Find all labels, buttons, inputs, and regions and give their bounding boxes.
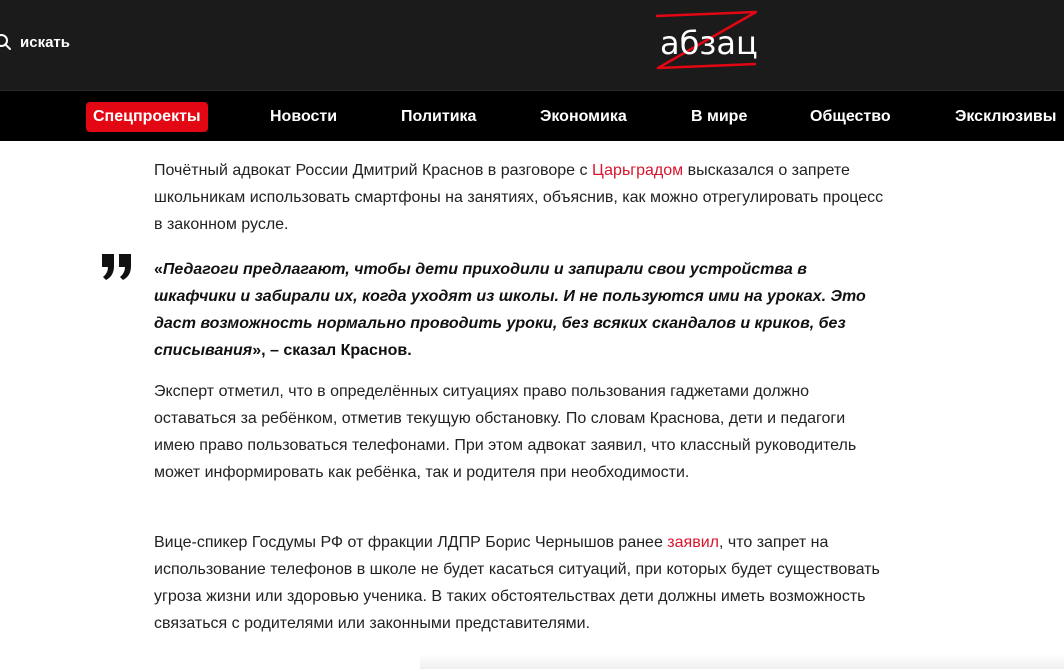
search-label: искать: [20, 33, 70, 51]
nav-item-society[interactable]: Общество: [810, 108, 891, 125]
paragraph-3-text: Вице-спикер Госдумы РФ от фракции ЛДПР Борис Чернышов ранее: [154, 534, 668, 551]
nav-item-news[interactable]: Новости: [270, 108, 338, 125]
site-logo[interactable]: [652, 10, 762, 72]
paragraph-1-text: Почётный адвокат России Дмитрий Краснов в разговоре с: [154, 162, 592, 179]
article-body: [154, 157, 884, 254]
tsargrad-link[interactable]: Царьградом: [591, 162, 684, 179]
paragraph-1-text-end: высказался о запрете школьникам использовать смартфоны на занятиях, объяснив, как можно отрегулировать процесс в законном русле.: [154, 162, 884, 233]
stated-link[interactable]: заявил: [667, 534, 719, 551]
quote-mark-icon: [100, 252, 134, 282]
search-button[interactable]: [0, 33, 70, 51]
quote-italic: Педагоги предлагают, чтобы дети приходили и запирали свои устройства в шкафчики и забирали их, когда уходят из школы. И не пользуются ими на уроках. Это даст возможность нормально проводить уроки, без всяких скандалов и криков, без списывания: [154, 261, 866, 359]
logo-text: абзац: [660, 24, 758, 62]
paragraph-3-text-end: , что запрет на использование телефонов в школе не будет касаться ситуаций, при которых будет существовать угроза жизни или здоровью ученика. В таких обстоятельствах дети должны иметь возможность связаться с родителями или законными представителями.: [154, 534, 880, 632]
nav-item-economy[interactable]: Экономика: [540, 108, 627, 125]
paragraph-2: Эксперт отметил, что в определённых ситуациях право пользования гаджетами должно оставаться за ребёнком, отметив текущую обстановку. По словам Краснова, дети и педагоги имею право пользоваться телефонами. При этом адвокат заявил, что классный руководитель может информировать как ребёнка, так и родителя при необходимости.: [154, 383, 857, 481]
quote-open: «: [154, 261, 163, 278]
paragraph-1: [154, 157, 884, 238]
bottom-fade: [420, 654, 1064, 669]
quote-text: [154, 256, 884, 364]
main-navigation: [0, 90, 1064, 141]
nav-item-exclusives[interactable]: Эксклюзивы: [955, 108, 1057, 125]
quote-attribution: », – сказал Краснов.: [252, 342, 412, 359]
nav-item-special-projects[interactable]: Спецпроекты: [86, 102, 208, 132]
site-header: [0, 0, 1064, 90]
nav-item-politics[interactable]: Политика: [401, 108, 477, 125]
nav-item-world[interactable]: В мире: [691, 108, 748, 125]
paragraph-3: [154, 529, 884, 637]
search-icon: [0, 33, 12, 51]
